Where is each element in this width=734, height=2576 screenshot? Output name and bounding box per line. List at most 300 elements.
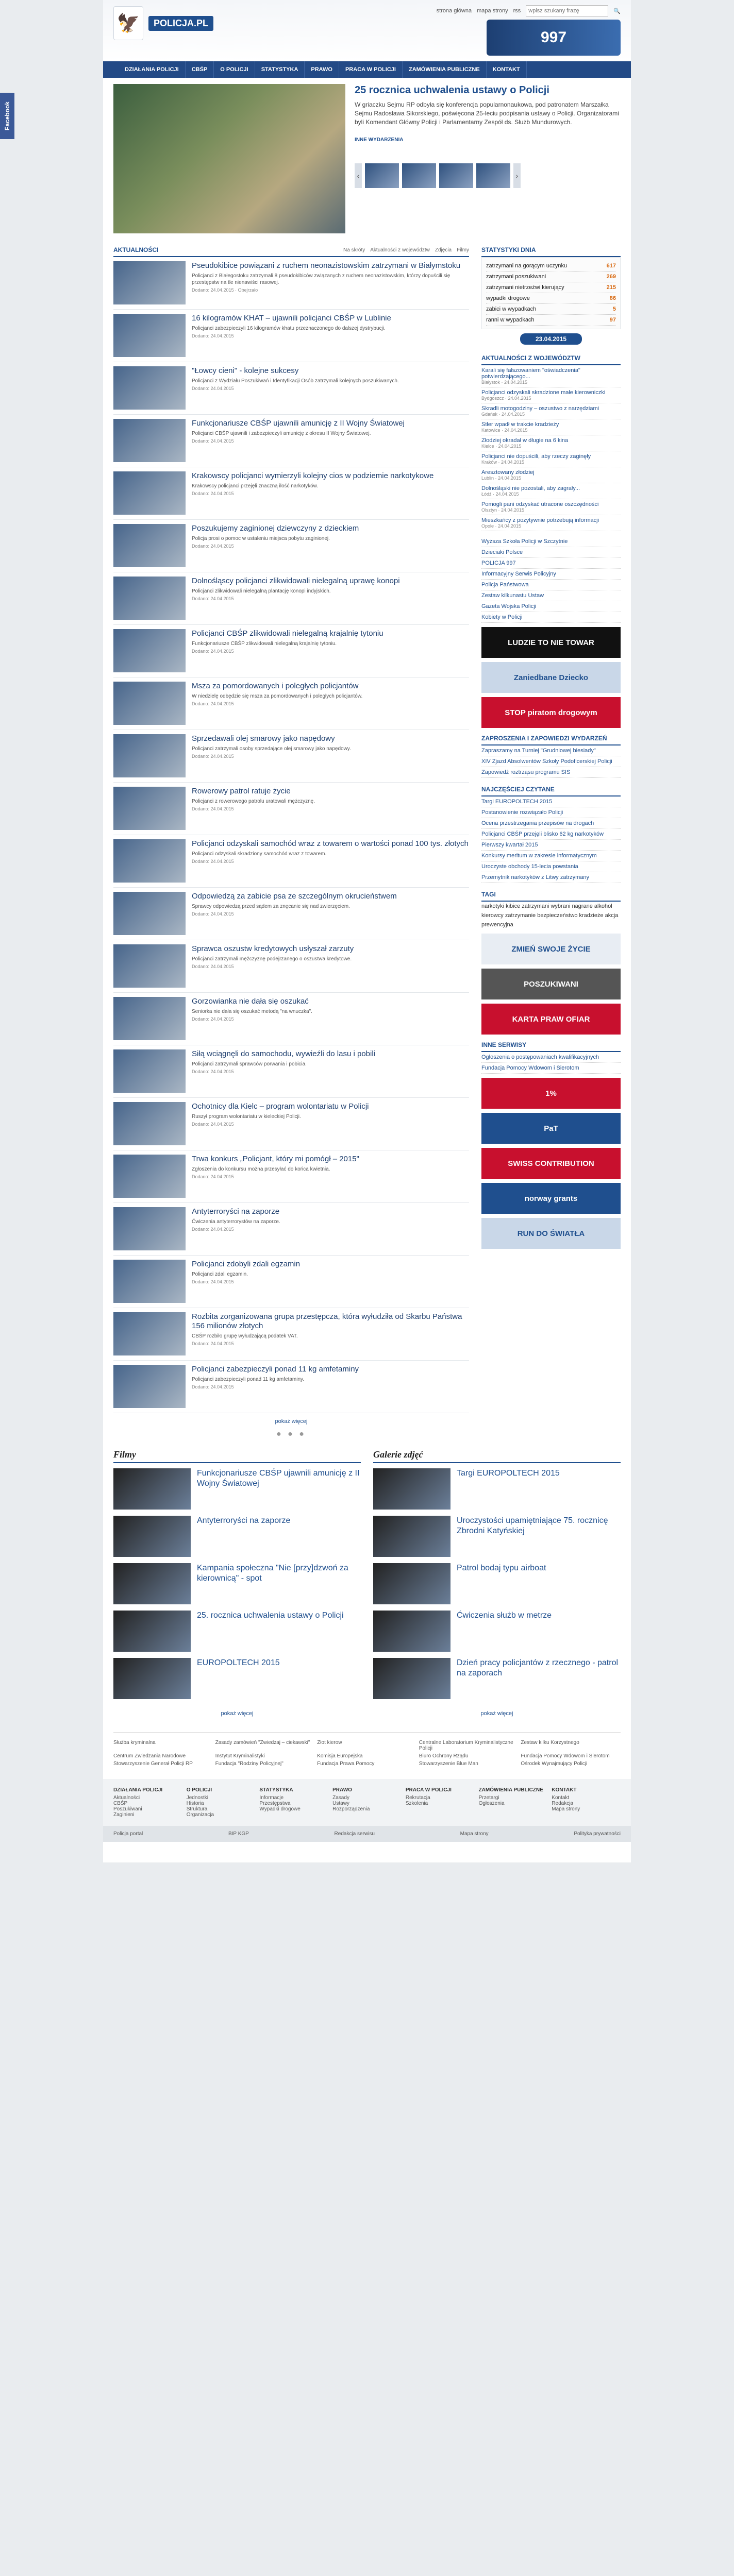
news-meta: Dodano: 24.04.2015: [192, 911, 234, 917]
read-item[interactable]: Konkursy meritum w zakresie informatycznym: [481, 851, 621, 861]
footer-bottom-link[interactable]: Redakcja serwisu: [334, 1831, 375, 1837]
news-text: [186, 314, 391, 358]
gallery-item-title[interactable]: Dzień pracy policjantów z rzecznego - patrol na zaporach: [457, 1658, 619, 1677]
ad-banner[interactable]: KARTA PRAW OFIAR: [481, 1004, 621, 1035]
read-item[interactable]: Policjanci CBŚP przejęli blisko 62 kg narkotyków: [481, 829, 621, 840]
hero: [103, 78, 631, 244]
film-item-thumb[interactable]: [113, 1516, 191, 1557]
footer-link[interactable]: Organizacja: [186, 1812, 214, 1818]
film-item[interactable]: [113, 1563, 361, 1604]
stat-value: 5: [612, 306, 616, 312]
woj-list: [481, 365, 621, 531]
news-title[interactable]: Rowerowy patrol ratuje życie: [192, 787, 291, 795]
news-thumb[interactable]: [113, 524, 186, 567]
woj-link[interactable]: Policjanci nie dopuścili, aby rzeczy zaginęły: [481, 453, 591, 460]
woj-meta: Białystok · 24.04.2015: [481, 380, 528, 385]
news-title[interactable]: Siłą wciągnęli do samochodu, wywieźli do lasu i pobili: [192, 1049, 376, 1058]
woj-link[interactable]: Karali się fałszowaniem "oświadczenia" potwierdzającego...: [481, 367, 580, 380]
news-item[interactable]: [113, 677, 469, 730]
nav-item[interactable]: PRAWO: [305, 61, 339, 78]
event-item[interactable]: XIV Zjazd Absolwentów Szkoły Podoficerskiej Policji: [481, 756, 621, 767]
util-home-link[interactable]: strona główna: [436, 8, 472, 14]
woj-link[interactable]: Skradli motogodziny – oszustwo z narzędziami: [481, 405, 599, 412]
gallery-more-button[interactable]: pokaż więcej: [480, 1710, 513, 1717]
news-text: [186, 1365, 359, 1409]
gallery-item-title[interactable]: Ćwiczenia służb w metrze: [457, 1611, 552, 1620]
news-thumb[interactable]: [113, 471, 186, 515]
footer-link[interactable]: Mapa strony: [552, 1806, 580, 1812]
tag-cloud[interactable]: narkotyki kibice zatrzymani wybrani nagrane alkohol kierowcy zatrzymanie bezpieczeństwo kradzieże akcja prewencyjna: [481, 903, 619, 928]
partner-link[interactable]: Fundacja "Rodziny Policyjnej": [215, 1761, 283, 1767]
pager-dots[interactable]: ● ● ●: [276, 1430, 306, 1438]
news-title[interactable]: "Łowcy cieni" - kolejne sukcesy: [192, 366, 299, 375]
read-item[interactable]: Pierwszy kwartał 2015: [481, 840, 621, 851]
news-meta: Dodano: 24.04.2015: [192, 386, 234, 391]
gallery-item[interactable]: [373, 1516, 621, 1557]
partner-link[interactable]: Centrum Zwiedzania Narodowe: [113, 1753, 186, 1759]
news-thumb[interactable]: [113, 419, 186, 462]
woj-meta: Kraków · 24.04.2015: [481, 460, 525, 465]
news-text: [186, 682, 362, 725]
show-more-button[interactable]: pokaż więcej: [275, 1418, 308, 1425]
woj-link[interactable]: Stłer wpadł w trakcie kradzieży: [481, 421, 559, 428]
news-title[interactable]: Dolnośląscy policjanci zlikwidowali nielegalną uprawę konopi: [192, 577, 400, 585]
ads: [481, 934, 621, 1035]
news-thumb[interactable]: [113, 261, 186, 304]
event-item[interactable]: Zapraszamy na Turniej "Grudniowej biesiady": [481, 745, 621, 756]
footer-link[interactable]: Aktualności: [113, 1795, 140, 1801]
thumb[interactable]: [439, 163, 473, 188]
news-desc: Seniorka nie dała się oszukać metodą "na wnuczka".: [192, 1009, 312, 1014]
stat-row: [486, 272, 616, 282]
news-header: [113, 244, 469, 257]
film-item[interactable]: [113, 1468, 361, 1510]
sidebar: [481, 244, 621, 1439]
read-item[interactable]: Targi EUROPOLTECH 2015: [481, 796, 621, 807]
read-item[interactable]: Postanowienie rozwiązało Policji: [481, 807, 621, 818]
nav-item[interactable]: ZAMÓWIENIA PUBLICZNE: [403, 61, 487, 78]
woj-link[interactable]: Mieszkańcy z pozytywnie potrzebują informacji: [481, 517, 599, 523]
news-title[interactable]: Policjanci CBŚP zlikwidowali nielegalną krajalnię tytoniu: [192, 629, 383, 638]
footer-link[interactable]: Poszukiwani: [113, 1806, 142, 1812]
news-meta: Dodano: 24.04.2015: [192, 649, 234, 654]
footer-link[interactable]: Struktura: [186, 1806, 208, 1812]
footer-link[interactable]: Rozporządzenia: [332, 1806, 370, 1812]
footer-col: [332, 1787, 402, 1818]
woj-meta: Opole · 24.04.2015: [481, 523, 522, 529]
film-item[interactable]: [113, 1658, 361, 1699]
news-meta: Dodano: 24.04.2015 · Obejrzało: [192, 287, 258, 293]
footer-link[interactable]: Rekrutacja: [405, 1795, 430, 1801]
stat-label: ranni w wypadkach: [486, 317, 535, 323]
news-text: [186, 787, 315, 831]
partner-link[interactable]: Złot kierow: [317, 1740, 342, 1745]
news-item[interactable]: [113, 993, 469, 1045]
film-item-thumb[interactable]: [113, 1468, 191, 1510]
news-tab[interactable]: Aktualności z województw: [370, 247, 430, 253]
hero-title[interactable]: 25 rocznica uchwalenia ustawy o Policji: [355, 84, 549, 96]
film-item-title[interactable]: Antyterroryści na zaporze: [197, 1516, 291, 1525]
footer-link[interactable]: Wypadki drogowe: [259, 1806, 301, 1812]
woj-item[interactable]: [481, 499, 621, 515]
gallery-item[interactable]: [373, 1563, 621, 1604]
woj-title: AKTUALNOŚCI Z WOJEWÓDZTW: [481, 354, 580, 362]
news-tab[interactable]: Na skróty: [343, 247, 365, 253]
service-item[interactable]: Fundacja Pomocy Wdowom i Sierotom: [481, 1063, 621, 1074]
footer-bottom: [103, 1826, 631, 1842]
films-title: Filmy: [113, 1449, 361, 1463]
partner-link[interactable]: Komisja Europejska: [317, 1753, 363, 1759]
footer-heading[interactable]: O POLICJI: [186, 1787, 212, 1793]
woj-item[interactable]: [481, 365, 621, 387]
films-more-button[interactable]: pokaż więcej: [221, 1710, 254, 1717]
footer-heading[interactable]: ZAMÓWIENIA PUBLICZNE: [478, 1787, 543, 1793]
news-text: [186, 577, 400, 620]
footer-col: [479, 1787, 548, 1818]
gallery-item-thumb[interactable]: [373, 1611, 451, 1652]
services-title: INNE SERWISY: [481, 1041, 527, 1048]
news-desc: Policjanci zabezpieczyli ponad 11 kg amfetaminy.: [192, 1377, 305, 1382]
woj-item[interactable]: [481, 515, 621, 531]
news-item[interactable]: [113, 730, 469, 783]
footer-link[interactable]: Kontakt: [552, 1795, 570, 1801]
news-text: [186, 1049, 375, 1093]
ad-banner[interactable]: POSZUKIWANI: [481, 969, 621, 999]
news-desc: Policjanci zdali egzamin.: [192, 1272, 248, 1277]
news-item[interactable]: [113, 362, 469, 415]
footer-link[interactable]: Przestępstwa: [259, 1801, 291, 1806]
news-desc: Policjanci odzyskali skradziony samochód wraz z towarem.: [192, 851, 327, 857]
film-item-thumb[interactable]: [113, 1611, 191, 1652]
emergency-banner[interactable]: 997: [487, 20, 621, 56]
ad-banner[interactable]: Zaniedbane Dziecko: [481, 662, 621, 693]
news-item[interactable]: [113, 625, 469, 677]
stat-label: zatrzymani poszukiwani: [486, 274, 546, 280]
news-item[interactable]: [113, 520, 469, 572]
news-title[interactable]: Antyterroryści na zaporze: [192, 1207, 280, 1216]
search-icon[interactable]: 🔍: [613, 8, 621, 14]
footer-link[interactable]: Ogłoszenia: [478, 1801, 505, 1806]
woj-item[interactable]: [481, 403, 621, 419]
footer-link[interactable]: Zasady: [332, 1795, 349, 1801]
gallery-item[interactable]: [373, 1468, 621, 1510]
partner-link[interactable]: Centralne Laboratorium Kryminalistyczne Policji: [419, 1740, 513, 1751]
film-item-title[interactable]: EUROPOLTECH 2015: [197, 1658, 280, 1667]
news-thumb[interactable]: [113, 1312, 186, 1355]
news-title[interactable]: Policjanci zdobyli zdali egzamin: [192, 1260, 301, 1268]
news-meta: Dodano: 24.04.2015: [192, 1069, 234, 1074]
read-item[interactable]: Uroczyste obchody 15-lecia powstania: [481, 861, 621, 872]
news-item[interactable]: [113, 940, 469, 993]
partner-link[interactable]: Służba kryminalna: [113, 1740, 156, 1745]
news-item[interactable]: [113, 310, 469, 362]
footer-heading[interactable]: PRACA W POLICJI: [405, 1787, 452, 1793]
news-text: [186, 261, 469, 305]
chevron-left-icon[interactable]: ‹: [355, 163, 362, 188]
footer-link[interactable]: CBŚP: [113, 1801, 128, 1806]
news-title[interactable]: Rozbita zorganizowana grupa przestępcza, która wyłudziła od Skarbu Państwa 156 milionów złotych: [192, 1312, 462, 1330]
partner-link[interactable]: Instytut Kryminalistyki: [215, 1753, 265, 1759]
nav-item[interactable]: O POLICJI: [214, 61, 255, 78]
footer-heading[interactable]: PRAWO: [332, 1787, 352, 1793]
news-title[interactable]: Poszukujemy zaginionej dziewczyny z dzieckiem: [192, 524, 359, 533]
news-desc: Policjanci zlikwidowali nielegalną plantację konopi indyjskich.: [192, 588, 331, 594]
news-title[interactable]: 16 kilogramów KHAT – ujawnili policjanci CBŚP w Lublinie: [192, 314, 391, 323]
woj-link[interactable]: Dolnośląski nie pozostali, aby zagrały...: [481, 485, 580, 492]
footer-col: [259, 1787, 328, 1818]
footer-link[interactable]: Ustawy: [332, 1801, 349, 1806]
news-thumb[interactable]: [113, 366, 186, 410]
woj-item[interactable]: [481, 419, 621, 435]
news-title[interactable]: Krakowscy policjanci wymierzyli kolejny cios w podziemie narkotykowe: [192, 471, 434, 480]
news-item[interactable]: [113, 415, 469, 467]
schools-item[interactable]: Dzieciaki Polsce: [481, 547, 621, 558]
news-item[interactable]: [113, 1308, 469, 1361]
footer-link[interactable]: Historia: [186, 1801, 204, 1806]
news-meta: Dodano: 24.04.2015: [192, 1384, 234, 1389]
schools-item[interactable]: POLICJA 997: [481, 558, 621, 569]
footer-bottom-link[interactable]: Mapa strony: [460, 1831, 489, 1837]
partner-link[interactable]: Fundacja Prawa Pomocy: [317, 1761, 375, 1767]
news-item[interactable]: [113, 1256, 469, 1308]
event-item[interactable]: Zapowiedź roztrząsu programu SIS: [481, 767, 621, 778]
schools-item[interactable]: Zestaw kilkunastu Ustaw: [481, 590, 621, 601]
news-thumb[interactable]: [113, 1260, 186, 1303]
news-thumb[interactable]: [113, 1207, 186, 1250]
news-item[interactable]: [113, 888, 469, 940]
gallery-item-thumb[interactable]: [373, 1516, 451, 1557]
footer-link[interactable]: Przetargi: [478, 1795, 499, 1801]
news-title[interactable]: Ochotnicy dla Kielc – program wolontariatu w Policji: [192, 1102, 369, 1111]
partner-link[interactable]: Stowarzyszenie Generał Policji RP: [113, 1761, 193, 1767]
news-meta: Dodano: 24.04.2015: [192, 596, 234, 601]
news-item[interactable]: [113, 572, 469, 625]
gallery-list: [373, 1468, 621, 1699]
woj-link[interactable]: Złodziej okradał w długie na 6 kina: [481, 437, 569, 444]
partner-link[interactable]: Zestaw kilku Korzystnego: [521, 1740, 579, 1745]
partner-link[interactable]: Fundacja Pomocy Wdowom i Sierotom: [521, 1753, 610, 1759]
woj-item[interactable]: [481, 387, 621, 403]
news-title[interactable]: Odpowiedzą za zabicie psa ze szczególnym okrucieństwem: [192, 892, 397, 901]
news-item[interactable]: [113, 1098, 469, 1150]
chevron-right-icon[interactable]: ›: [513, 163, 521, 188]
ad-banner[interactable]: STOP piratom drogowym: [481, 697, 621, 728]
gallery-item-thumb[interactable]: [373, 1468, 451, 1510]
news-title[interactable]: Policjanci odzyskali samochód wraz z towarem o wartości ponad 100 tys. złotych: [192, 839, 469, 848]
util-rss-link[interactable]: rss: [513, 8, 521, 14]
ads: [481, 627, 621, 728]
news-item[interactable]: [113, 1045, 469, 1098]
woj-meta: Bydgoszcz · 24.04.2015: [481, 396, 531, 401]
read-item[interactable]: Przemytnik narkotyków z Litwy zatrzymany: [481, 872, 621, 883]
news-column: [113, 244, 469, 1439]
hero-image[interactable]: [113, 84, 345, 233]
footer-col: [406, 1787, 475, 1818]
news-title[interactable]: Msza za pomordowanych i poległych policjantów: [192, 682, 359, 690]
thumb[interactable]: [476, 163, 510, 188]
news-thumb[interactable]: [113, 314, 186, 357]
film-item-title[interactable]: Funkcjonariusze CBŚP ujawnili amunicję z II Wojny Światowej: [197, 1469, 360, 1488]
news-item[interactable]: [113, 1361, 469, 1413]
news-meta: Dodano: 24.04.2015: [192, 1174, 234, 1179]
nav-item[interactable]: CBŚP: [186, 61, 214, 78]
news-meta: Dodano: 24.04.2015: [192, 806, 234, 811]
ad-banner[interactable]: PaT: [481, 1113, 621, 1144]
news-desc: Ćwiczenia antyterrorystów na zaporze.: [192, 1219, 280, 1225]
woj-link[interactable]: Aresztowany złodziej: [481, 469, 535, 476]
nav-item[interactable]: PRACA W POLICJI: [339, 61, 403, 78]
stat-label: wypadki drogowe: [486, 295, 530, 301]
gallery-item[interactable]: [373, 1611, 621, 1652]
film-item-thumb[interactable]: [113, 1563, 191, 1604]
news-item[interactable]: [113, 1150, 469, 1203]
partner-link[interactable]: Stowarzyszenie Blue Man: [419, 1761, 478, 1767]
footer-heading[interactable]: KONTAKT: [552, 1787, 577, 1793]
read-title: NAJCZĘŚCIEJ CZYTANE: [481, 786, 555, 793]
footer-link[interactable]: Zaginieni: [113, 1812, 135, 1818]
film-item-title[interactable]: Kampania społeczna "Nie [przy]dzwoń za kierownicą" - spot: [197, 1564, 348, 1583]
events-title: ZAPROSZENIA I ZAPOWIEDZI WYDARZEŃ: [481, 735, 607, 742]
gallery-item-thumb[interactable]: [373, 1658, 451, 1699]
schools-item[interactable]: Gazeta Wojska Policji: [481, 601, 621, 612]
news-title[interactable]: Gorzowianka nie dała się oszukać: [192, 997, 309, 1006]
footer-link[interactable]: Informacje: [259, 1795, 284, 1801]
news-text: [186, 1207, 280, 1251]
news-title[interactable]: Sprawca oszustw kredytowych usłyszał zarzuty: [192, 944, 354, 953]
news-thumb[interactable]: [113, 839, 186, 883]
news-thumb[interactable]: [113, 734, 186, 777]
news-text: [186, 419, 405, 463]
nav-item[interactable]: KONTAKT: [487, 61, 527, 78]
partner-links: [113, 1732, 621, 1774]
footer-heading[interactable]: DZIAŁANIA POLICJI: [113, 1787, 163, 1793]
facebook-tab[interactable]: Facebook: [0, 93, 14, 139]
stat-value: 97: [609, 317, 616, 323]
footer-heading[interactable]: STATYSTYKA: [259, 1787, 293, 1793]
woj-item[interactable]: [481, 467, 621, 483]
thumb[interactable]: [365, 163, 399, 188]
gallery-item-title[interactable]: Uroczystości upamiętniające 75. rocznicę Zbrodni Katyńskiej: [457, 1516, 608, 1535]
schools-item[interactable]: Kobiety w Policji: [481, 612, 621, 623]
woj-item[interactable]: [481, 483, 621, 499]
news-item[interactable]: [113, 835, 469, 888]
news-title[interactable]: Policjanci zabezpieczyli ponad 11 kg amfetaminy: [192, 1365, 359, 1374]
news-thumb[interactable]: [113, 997, 186, 1040]
stat-value: 269: [606, 274, 616, 280]
news-thumb[interactable]: [113, 1049, 186, 1093]
news-item[interactable]: [113, 467, 469, 520]
news-title[interactable]: Pseudokibice powiązani z ruchem neonazistowskim zatrzymani w Białymstoku: [192, 261, 461, 270]
news-meta: Dodano: 24.04.2015: [192, 1227, 234, 1232]
news-text: [186, 892, 397, 936]
footer-link[interactable]: Redakcja: [552, 1801, 573, 1806]
partner-link[interactable]: Biuro Ochrony Rządu: [419, 1753, 469, 1759]
news-thumb[interactable]: [113, 682, 186, 725]
logo[interactable]: [113, 6, 213, 40]
woj-meta: Lublin · 24.04.2015: [481, 476, 522, 481]
ad-banner[interactable]: 1%: [481, 1078, 621, 1109]
news-thumb[interactable]: [113, 1155, 186, 1198]
nav-item[interactable]: STATYSTYKA: [255, 61, 305, 78]
woj-link[interactable]: Policjanci odzyskali skradzione małe kierowniczki: [481, 389, 606, 396]
search-input[interactable]: [526, 5, 608, 16]
ad-banner[interactable]: SWISS CONTRIBUTION: [481, 1148, 621, 1179]
film-item-thumb[interactable]: [113, 1658, 191, 1699]
gallery-item-title[interactable]: Patrol bodaj typu airboat: [457, 1564, 546, 1572]
film-item[interactable]: [113, 1516, 361, 1557]
schools-item[interactable]: Policja Państwowa: [481, 580, 621, 590]
schools-item[interactable]: Wyższa Szkoła Policji w Szczytnie: [481, 536, 621, 547]
gallery-item[interactable]: [373, 1658, 621, 1699]
news-meta: Dodano: 24.04.2015: [192, 701, 234, 706]
news-thumb[interactable]: [113, 944, 186, 988]
news-desc: Policjanci zatrzymali mężczyznę podejrzanego o oszustwa kredytowe.: [192, 956, 352, 962]
gallery-title: Galerie zdjęć: [373, 1449, 621, 1463]
nav-item[interactable]: DZIAŁANIA POLICJI: [119, 61, 186, 78]
footer-link[interactable]: Szkolenia: [405, 1801, 428, 1806]
news-desc: W niedzielę odbędzie się msza za pomordowanych i poległych policjantów.: [192, 693, 363, 699]
news-text: [186, 734, 351, 778]
news-title[interactable]: Trwa konkurs „Policjant, który mi pomógł – 2015": [192, 1155, 359, 1163]
partner-link[interactable]: Ośrodek Wynajmujący Policji: [521, 1761, 588, 1767]
woj-meta: Katowice · 24.04.2015: [481, 428, 528, 433]
ad-banner[interactable]: LUDZIE TO NIE TOWAR: [481, 627, 621, 658]
news-title[interactable]: Funkcjonariusze CBŚP ujawnili amunicję z II Wojny Światowej: [192, 419, 405, 428]
stats-date: 23.04.2015: [520, 333, 582, 345]
film-item[interactable]: [113, 1611, 361, 1652]
woj-link[interactable]: Pomogli pani odzyskać utracone oszczędności: [481, 501, 599, 507]
news-meta: Dodano: 24.04.2015: [192, 859, 234, 864]
main-nav: [103, 61, 631, 78]
woj-item[interactable]: [481, 435, 621, 451]
footer-link[interactable]: Jednostki: [186, 1795, 208, 1801]
news-thumb[interactable]: [113, 1365, 186, 1408]
news-thumb[interactable]: [113, 787, 186, 830]
news-title[interactable]: Sprzedawali olej smarowy jako napędowy: [192, 734, 335, 743]
ad-banner[interactable]: ZMIEŃ SWOJE ŻYCIE: [481, 934, 621, 964]
news-thumb[interactable]: [113, 892, 186, 935]
ad-banner[interactable]: RUN DO ŚWIATŁA: [481, 1218, 621, 1249]
film-item-title[interactable]: 25. rocznica uchwalenia ustawy o Policji: [197, 1611, 344, 1620]
footer-bottom-link[interactable]: BIP KGP: [228, 1831, 249, 1837]
news-tab[interactable]: Zdjęcia: [435, 247, 452, 253]
news-meta: Dodano: 24.04.2015: [192, 1016, 234, 1022]
news-item[interactable]: [113, 1203, 469, 1256]
read-item[interactable]: Ocena przestrzegania przepisów na drogach: [481, 818, 621, 829]
stat-row: [486, 293, 616, 304]
news-text: [186, 1155, 359, 1198]
news-tab[interactable]: Filmy: [457, 247, 469, 253]
footer-bottom-link[interactable]: Policja portal: [113, 1831, 143, 1837]
gallery-item-thumb[interactable]: [373, 1563, 451, 1604]
news-thumb[interactable]: [113, 1102, 186, 1145]
partner-link[interactable]: Zasady zamówień "Zwiedzaj – ciekawski": [215, 1740, 310, 1745]
gallery-item-title[interactable]: Targi EUROPOLTECH 2015: [457, 1469, 560, 1478]
util-sitemap-link[interactable]: mapa strony: [477, 8, 508, 14]
news-thumb[interactable]: [113, 577, 186, 620]
woj-item[interactable]: [481, 451, 621, 467]
ad-banner[interactable]: norway grants: [481, 1183, 621, 1214]
service-item[interactable]: Ogłoszenia o postępowaniach kwalifikacyjnych: [481, 1052, 621, 1063]
news-item[interactable]: [113, 783, 469, 835]
news-item[interactable]: [113, 257, 469, 310]
footer-bottom-link[interactable]: Polityka prywatności: [574, 1831, 621, 1837]
news-thumb[interactable]: [113, 629, 186, 672]
stat-label: zatrzymani na gorącym uczynku: [486, 263, 568, 269]
footer-col: [113, 1787, 182, 1818]
thumb[interactable]: [402, 163, 436, 188]
schools-item[interactable]: Informacyjny Serwis Policyjny: [481, 569, 621, 580]
